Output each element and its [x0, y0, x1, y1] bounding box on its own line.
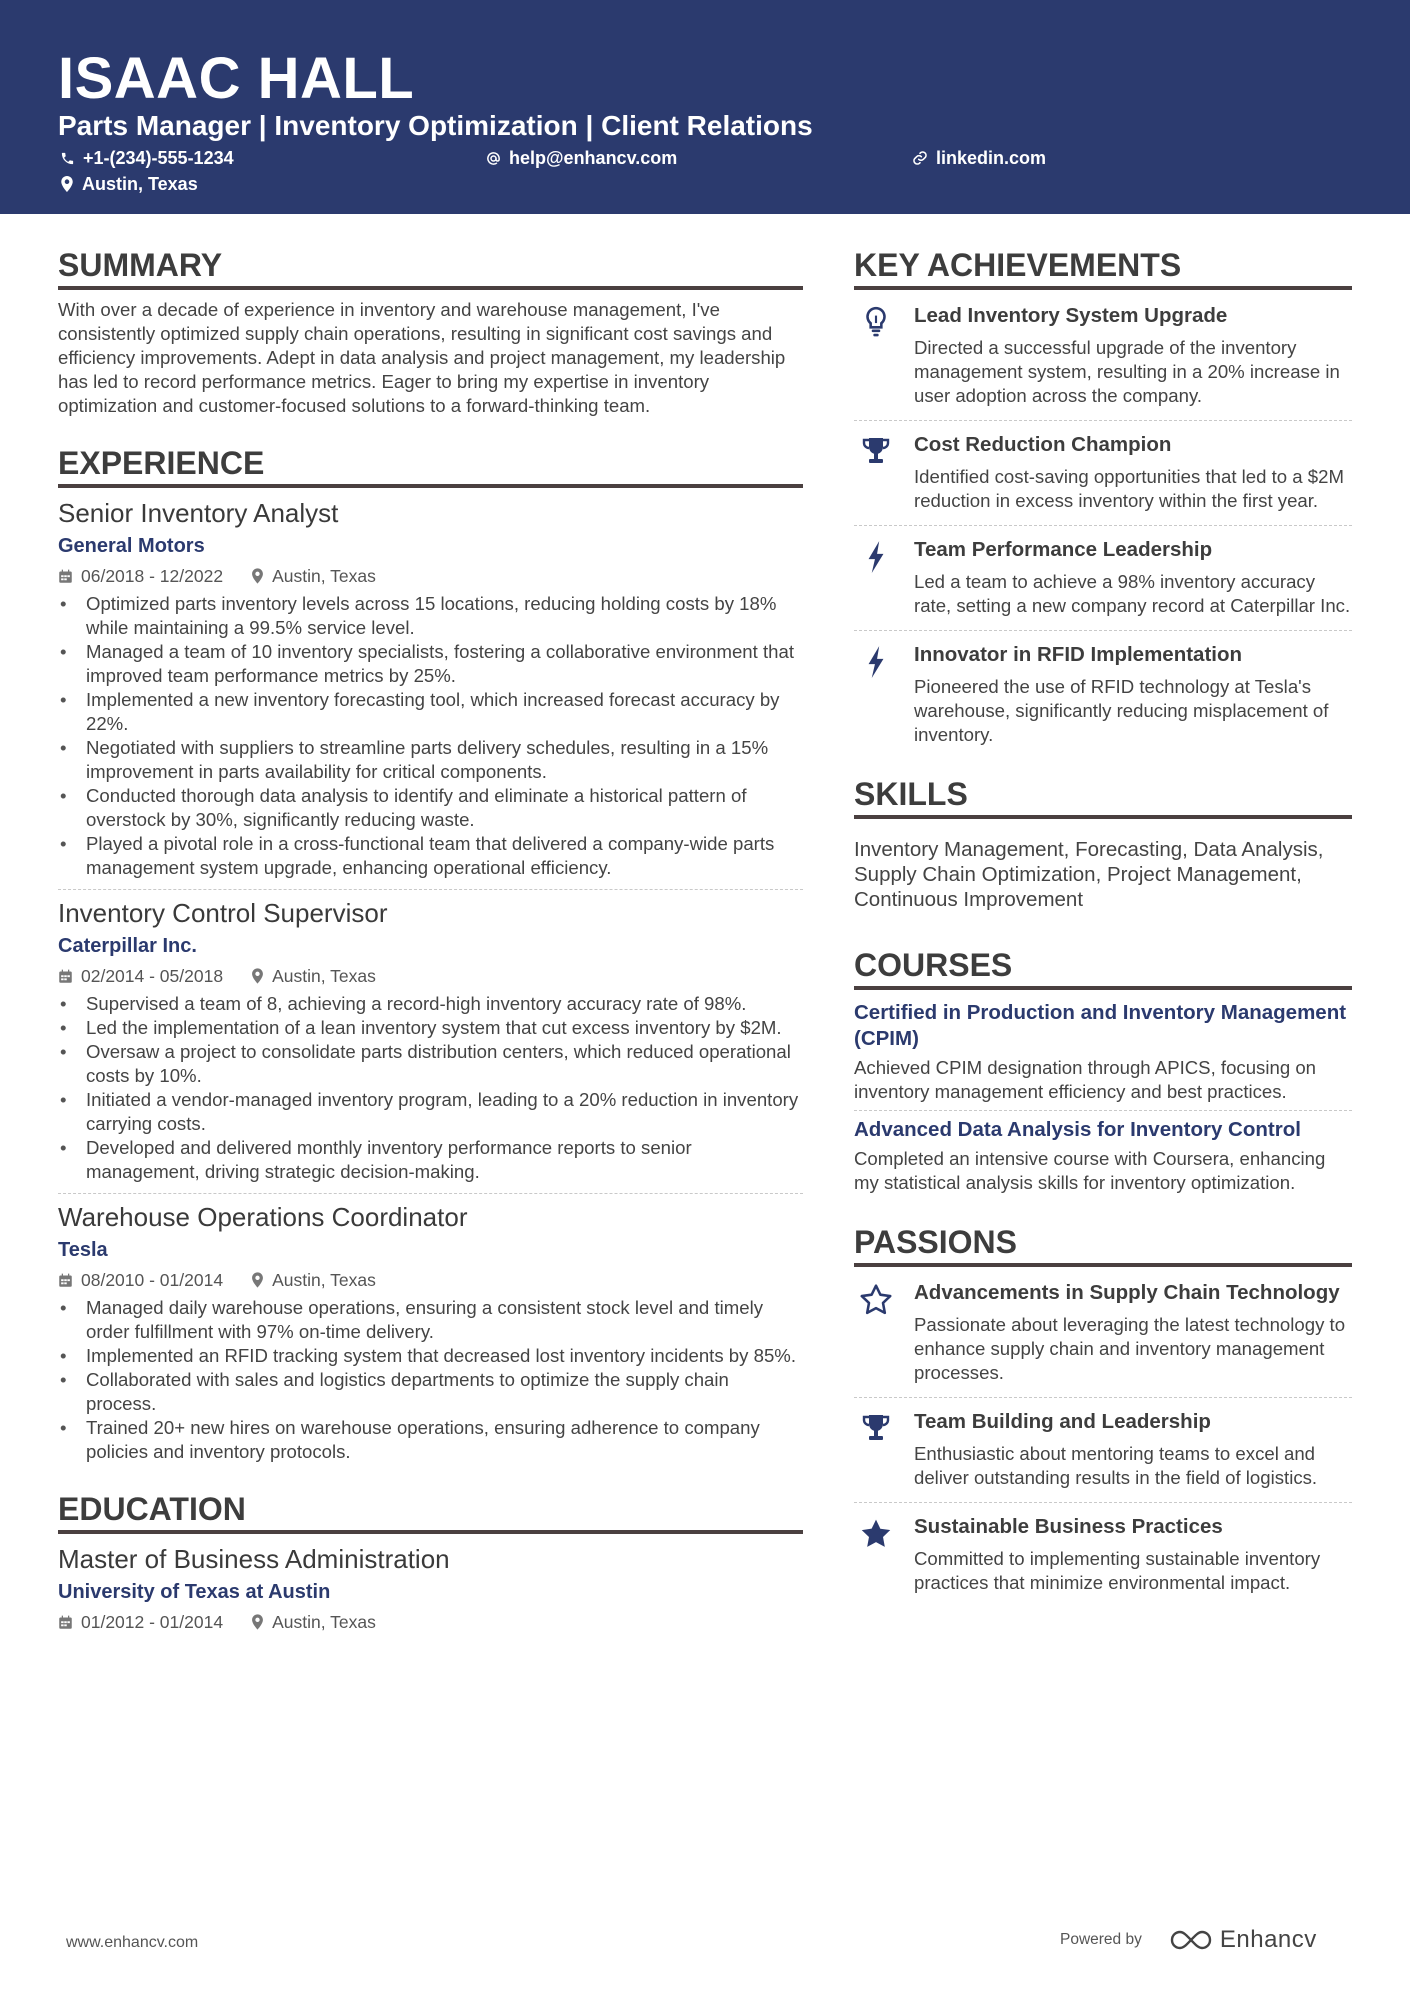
- school-name: University of Texas at Austin: [58, 1581, 331, 1603]
- divider: [854, 420, 1352, 421]
- education-dates: 01/2012 - 01/2014: [81, 1612, 224, 1632]
- job-title: Warehouse Operations Coordinator: [58, 1202, 468, 1232]
- job-bullets: [58, 592, 803, 880]
- divider: [854, 1397, 1352, 1398]
- location-contact: [60, 173, 198, 195]
- map-pin-icon: [251, 1614, 264, 1630]
- candidate-title: Parts Manager | Inventory Optimization | Client Relations: [58, 110, 813, 141]
- location-text: Austin, Texas: [82, 174, 198, 194]
- courses-heading: COURSES: [854, 946, 1352, 990]
- achievement-desc: Directed a successful upgrade of the inventory management system, resulting in a 20% increase in user adoption across the company.: [914, 337, 1340, 406]
- at-sign-icon: [486, 151, 501, 166]
- course-title: Certified in Production and Inventory Management (CPIM): [854, 1001, 1347, 1050]
- experience-item: [58, 1200, 803, 1464]
- passions-section: [854, 1223, 1352, 1601]
- left-column: [58, 246, 803, 1638]
- website-contact[interactable]: [912, 147, 1046, 169]
- passion-desc: Passionate about leveraging the latest technology to enhance supply chain and inventory management processes.: [914, 1314, 1346, 1383]
- skills-heading: SKILLS: [854, 775, 1352, 819]
- bullet-item: • Negotiated with suppliers to streamline parts delivery schedules, resulting in a 15% improvement in parts availability for critical components.: [58, 736, 803, 784]
- experience-item: [58, 896, 803, 1184]
- job-meta: [58, 1268, 803, 1292]
- lightbulb-icon: [863, 306, 889, 338]
- lightning-icon: [865, 645, 887, 679]
- education-location: Austin, Texas: [272, 1612, 376, 1632]
- right-column: [854, 246, 1352, 1601]
- lightning-icon: [865, 540, 887, 574]
- map-pin-icon: [251, 968, 264, 984]
- trophy-icon: [860, 1412, 892, 1444]
- candidate-name: ISAAC HALL: [58, 46, 415, 111]
- degree-title: Master of Business Administration: [58, 1544, 450, 1574]
- passion-desc: Committed to implementing sustainable inventory practices that minimize environmental impact.: [914, 1548, 1321, 1593]
- skills-section: [854, 775, 1352, 912]
- bullet-item: • Played a pivotal role in a cross-functional team that delivered a company-wide parts management system upgrade, enhancing operational efficiency.: [58, 832, 803, 880]
- company-name: General Motors: [58, 535, 205, 557]
- passions-heading: PASSIONS: [854, 1223, 1352, 1267]
- bullet-item: • Managed daily warehouse operations, ensuring a consistent stock level and timely order fulfillment with 97% on-time delivery.: [58, 1296, 803, 1344]
- job-bullets: [58, 992, 803, 1184]
- calendar-icon: [58, 1273, 73, 1288]
- footer-branding[interactable]: [1060, 1926, 1317, 1954]
- achievement-item: [854, 427, 1352, 519]
- calendar-icon: [58, 1615, 73, 1630]
- course-desc: Completed an intensive course with Coursera, enhancing my statistical analysis skills for inventory optimization.: [854, 1148, 1326, 1193]
- brand-name: Enhancv: [1219, 1926, 1317, 1953]
- achievements-section: [854, 246, 1352, 753]
- courses-section: [854, 946, 1352, 1195]
- bullet-item: • Oversaw a project to consolidate parts distribution centers, which reduced operational costs by 10%.: [58, 1040, 803, 1088]
- powered-by-text: Powered by: [1060, 1931, 1142, 1948]
- job-location: Austin, Texas: [272, 1270, 376, 1290]
- calendar-icon: [58, 969, 73, 984]
- achievement-item: [854, 298, 1352, 414]
- bullet-item: • Implemented a new inventory forecasting tool, which increased forecast accuracy by 22%.: [58, 688, 803, 736]
- job-location: Austin, Texas: [272, 966, 376, 986]
- link-icon: [912, 150, 928, 166]
- bullet-item: • Collaborated with sales and logistics departments to optimize the supply chain process.: [58, 1368, 803, 1416]
- course-item: [854, 1000, 1352, 1104]
- education-meta: [58, 1610, 803, 1634]
- job-title: Senior Inventory Analyst: [58, 498, 339, 528]
- map-pin-icon: [60, 176, 74, 192]
- divider: [58, 889, 803, 890]
- website-text: linkedin.com: [936, 148, 1047, 168]
- email-contact[interactable]: [486, 147, 677, 169]
- achievement-desc: Led a team to achieve a 98% inventory accuracy rate, setting a new company record at Caterpillar Inc.: [914, 571, 1351, 616]
- achievement-title: Team Performance Leadership: [914, 538, 1213, 561]
- job-meta: [58, 964, 803, 988]
- phone-icon: [60, 151, 75, 166]
- bullet-item: • Implemented an RFID tracking system that decreased lost inventory incidents by 85%.: [58, 1344, 803, 1368]
- passion-item: [854, 1404, 1352, 1496]
- bullet-item: • Managed a team of 10 inventory specialists, fostering a collaborative environment that improved team performance metrics by 25%.: [58, 640, 803, 688]
- job-meta: [58, 564, 803, 588]
- achievement-title: Innovator in RFID Implementation: [914, 643, 1243, 666]
- divider: [58, 1193, 803, 1194]
- phone-text: +1-(234)-555-1234: [83, 148, 234, 168]
- achievement-item: [854, 637, 1352, 753]
- divider: [854, 525, 1352, 526]
- achievement-title: Cost Reduction Champion: [914, 433, 1172, 456]
- job-dates: 02/2014 - 05/2018: [81, 966, 224, 986]
- summary-text: With over a decade of experience in inventory and warehouse management, I've consistently optimized supply chain operations, resulting in significant cost savings and efficiency improvements. Adept in data analysis and project management, my leadership has led to record performance metrics. Eager to bring my expertise in inventory optimization and customer-focused solutions to a forward-thinking team.: [58, 299, 786, 416]
- job-dates: 06/2018 - 12/2022: [81, 566, 224, 586]
- passion-title: Team Building and Leadership: [914, 1410, 1211, 1433]
- summary-heading: SUMMARY: [58, 246, 803, 290]
- company-name: Tesla: [58, 1239, 108, 1261]
- divider: [854, 1110, 1352, 1111]
- achievements-heading: KEY ACHIEVEMENTS: [854, 246, 1352, 290]
- trophy-icon: [860, 435, 892, 467]
- bullet-item: • Conducted thorough data analysis to identify and eliminate a historical pattern of overstock by 30%, significantly reducing waste.: [58, 784, 803, 832]
- star-outline-icon: [859, 1283, 893, 1317]
- bullet-item: • Optimized parts inventory levels across 15 locations, reducing holding costs by 18% while maintaining a 99.5% service level.: [58, 592, 803, 640]
- passion-title: Sustainable Business Practices: [914, 1515, 1223, 1538]
- company-name: Caterpillar Inc.: [58, 935, 197, 957]
- bullet-item: • Initiated a vendor-managed inventory program, leading to a 20% reduction in inventory carrying costs.: [58, 1088, 803, 1136]
- education-section: [58, 1490, 803, 1634]
- summary-section: [58, 246, 803, 418]
- passion-title: Advancements in Supply Chain Technology: [914, 1281, 1340, 1304]
- map-pin-icon: [251, 1272, 264, 1288]
- job-title: Inventory Control Supervisor: [58, 898, 388, 928]
- achievement-desc: Pioneered the use of RFID technology at Tesla's warehouse, significantly reducing misplacement of inventory.: [914, 676, 1329, 745]
- bullet-item: • Developed and delivered monthly inventory performance reports to senior management, driving strategic decision-making.: [58, 1136, 803, 1184]
- passion-desc: Enthusiastic about mentoring teams to excel and deliver outstanding results in the field of logistics.: [914, 1443, 1318, 1488]
- skills-text: Inventory Management, Forecasting, Data Analysis, Supply Chain Optimization, Project Management, Continuous Improvement: [854, 838, 1324, 911]
- bullet-item: • Trained 20+ new hires on warehouse operations, ensuring adherence to company policies and inventory protocols.: [58, 1416, 803, 1464]
- course-desc: Achieved CPIM designation through APICS, focusing on inventory management efficiency and best practices.: [854, 1057, 1317, 1102]
- achievement-item: [854, 532, 1352, 624]
- map-pin-icon: [251, 568, 264, 584]
- course-title: Advanced Data Analysis for Inventory Control: [854, 1118, 1301, 1141]
- enhancv-logo-icon: [1168, 1928, 1214, 1952]
- achievement-desc: Identified cost-saving opportunities that led to a $2M reduction in excess inventory within the first year.: [914, 466, 1344, 511]
- footer-website[interactable]: www.enhancv.com: [66, 1934, 199, 1951]
- email-text: help@enhancv.com: [509, 148, 678, 168]
- passion-item: [854, 1275, 1352, 1391]
- job-location: Austin, Texas: [272, 566, 376, 586]
- experience-section: [58, 444, 803, 1464]
- resume-header: [0, 0, 1410, 214]
- passion-item: [854, 1509, 1352, 1601]
- star-filled-icon: [859, 1517, 893, 1551]
- bullet-item: • Supervised a team of 8, achieving a record-high inventory accuracy rate of 98%.: [58, 992, 803, 1016]
- divider: [854, 630, 1352, 631]
- job-dates: 08/2010 - 01/2014: [81, 1270, 224, 1290]
- phone-contact[interactable]: [60, 147, 234, 169]
- bullet-item: • Led the implementation of a lean inventory system that cut excess inventory by $2M.: [58, 1016, 803, 1040]
- divider: [854, 1502, 1352, 1503]
- experience-heading: EXPERIENCE: [58, 444, 803, 488]
- calendar-icon: [58, 569, 73, 584]
- course-item: [854, 1117, 1352, 1195]
- achievement-title: Lead Inventory System Upgrade: [914, 304, 1228, 327]
- job-bullets: [58, 1296, 803, 1464]
- experience-item: [58, 496, 803, 880]
- education-heading: EDUCATION: [58, 1490, 803, 1534]
